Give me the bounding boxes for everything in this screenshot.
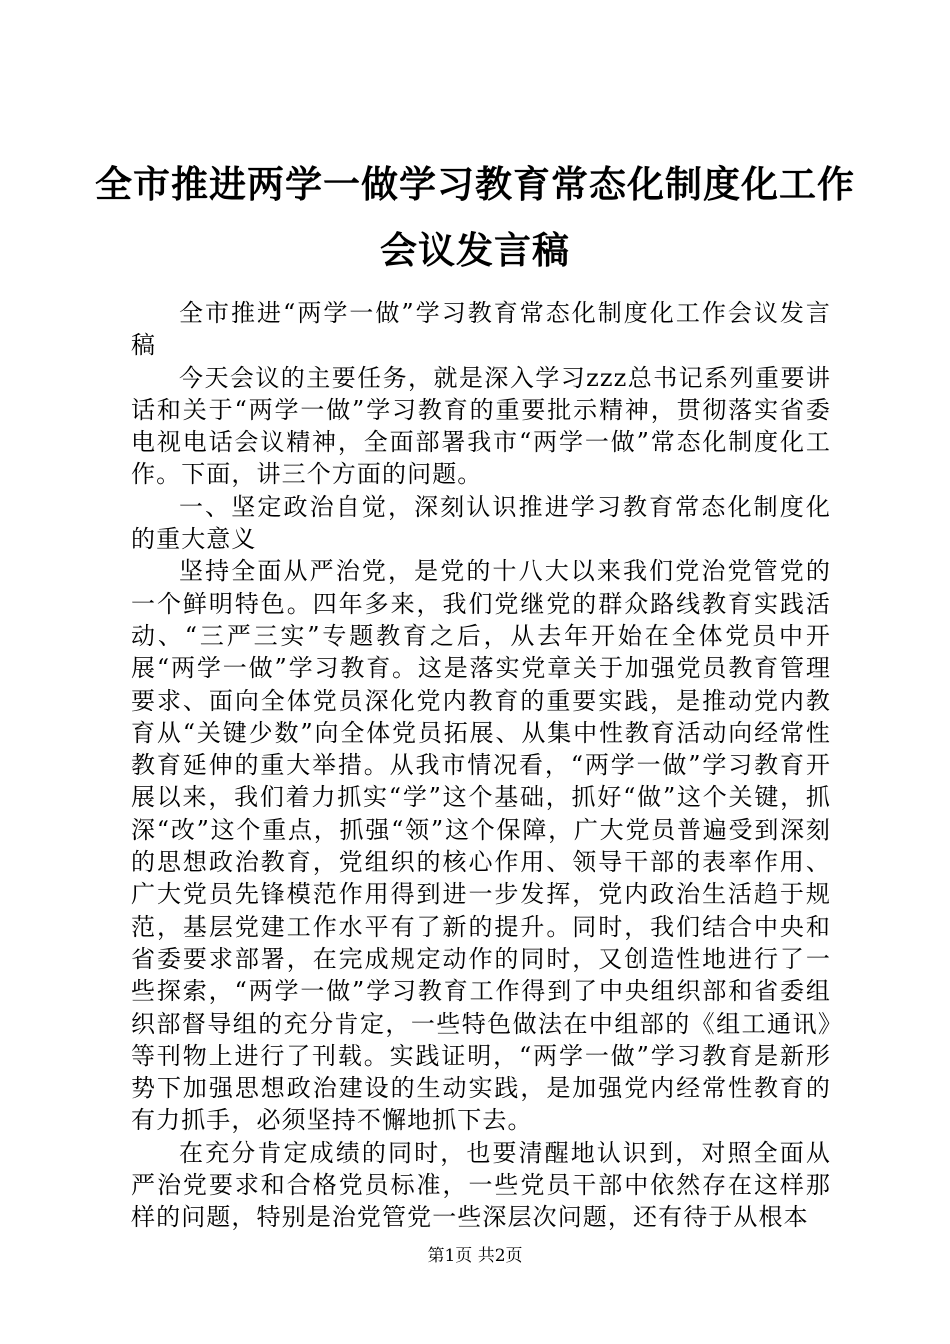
paragraph-body-2: 在充分肯定成绩的同时，也要清醒地认识到，对照全面从严治党要求和合格党员标准，一些党员干部中依然存在这样那样的问题，特别是治党管党一些深层次问题，还有待于从根本: [131, 1138, 831, 1232]
title-line-1: 全市推进两学一做学习教育常态化制度化工作: [95, 163, 855, 206]
document-title: [0, 152, 950, 284]
paragraph-intro: 今天会议的主要任务，就是深入学习zzz总书记系列重要讲话和关于“两学一做”学习教育的重要批示精神，贯彻落实省委电视电话会议精神，全面部署我市“两学一做”常态化制度化工作。下面，讲三个方面的问题。: [131, 363, 831, 489]
paragraph-subtitle: 全市推进“两学一做”学习教育常态化制度化工作会议发言稿: [131, 299, 831, 360]
title-line-2: 会议发言稿: [380, 229, 570, 272]
page-footer: 第1页 共2页: [427, 1246, 523, 1266]
document-body: [131, 297, 831, 1234]
section-heading-1: 一、坚定政治自觉，深刻认识推进学习教育常态化制度化的重大意义: [131, 492, 831, 554]
paragraph-body-1: 坚持全面从严治党，是党的十八大以来我们党治党管党的一个鲜明特色。四年多来，我们党继党的群众路线教育实践活动、“三严三实”专题教育之后，从去年开始在全体党员中开展“两学一做”学习教育。这是落实党章关于加强党员教育管理要求、面向全体党员深化党内教育的重要实践，是推动党内教育从“关键少数”向全体党员拓展、从集中性教育活动向经常性教育延伸的重大举措。从我市情况看，“两学一做”学习教育开展以来，我们着力抓实“学”这个基础，抓好“做”这个关键，抓深“改”这个重点，抓强“领”这个保障，广大党员普遍受到深刻的思想政治教育，党组织的核心作用、领导干部的表率作用、广大党员先锋模范作用得到进一步发挥，党内政治生活趋于规范，基层党建工作水平有了新的提升。同时，我们结合中央和省委要求部署，在完成规定动作的同时，又创造性地进行了一些探索，“两学一做”学习教育工作得到了中央组织部和省委组织部督导组的充分肯定，一些特色做法在中组部的《组工通讯》等刊物上进行了刊载。实践证明，“两学一做”学习教育是新形势下加强思想政治建设的生动实践，是加强党内经常性教育的有力抓手，必须坚持不懈地抓下去。: [131, 557, 831, 1135]
